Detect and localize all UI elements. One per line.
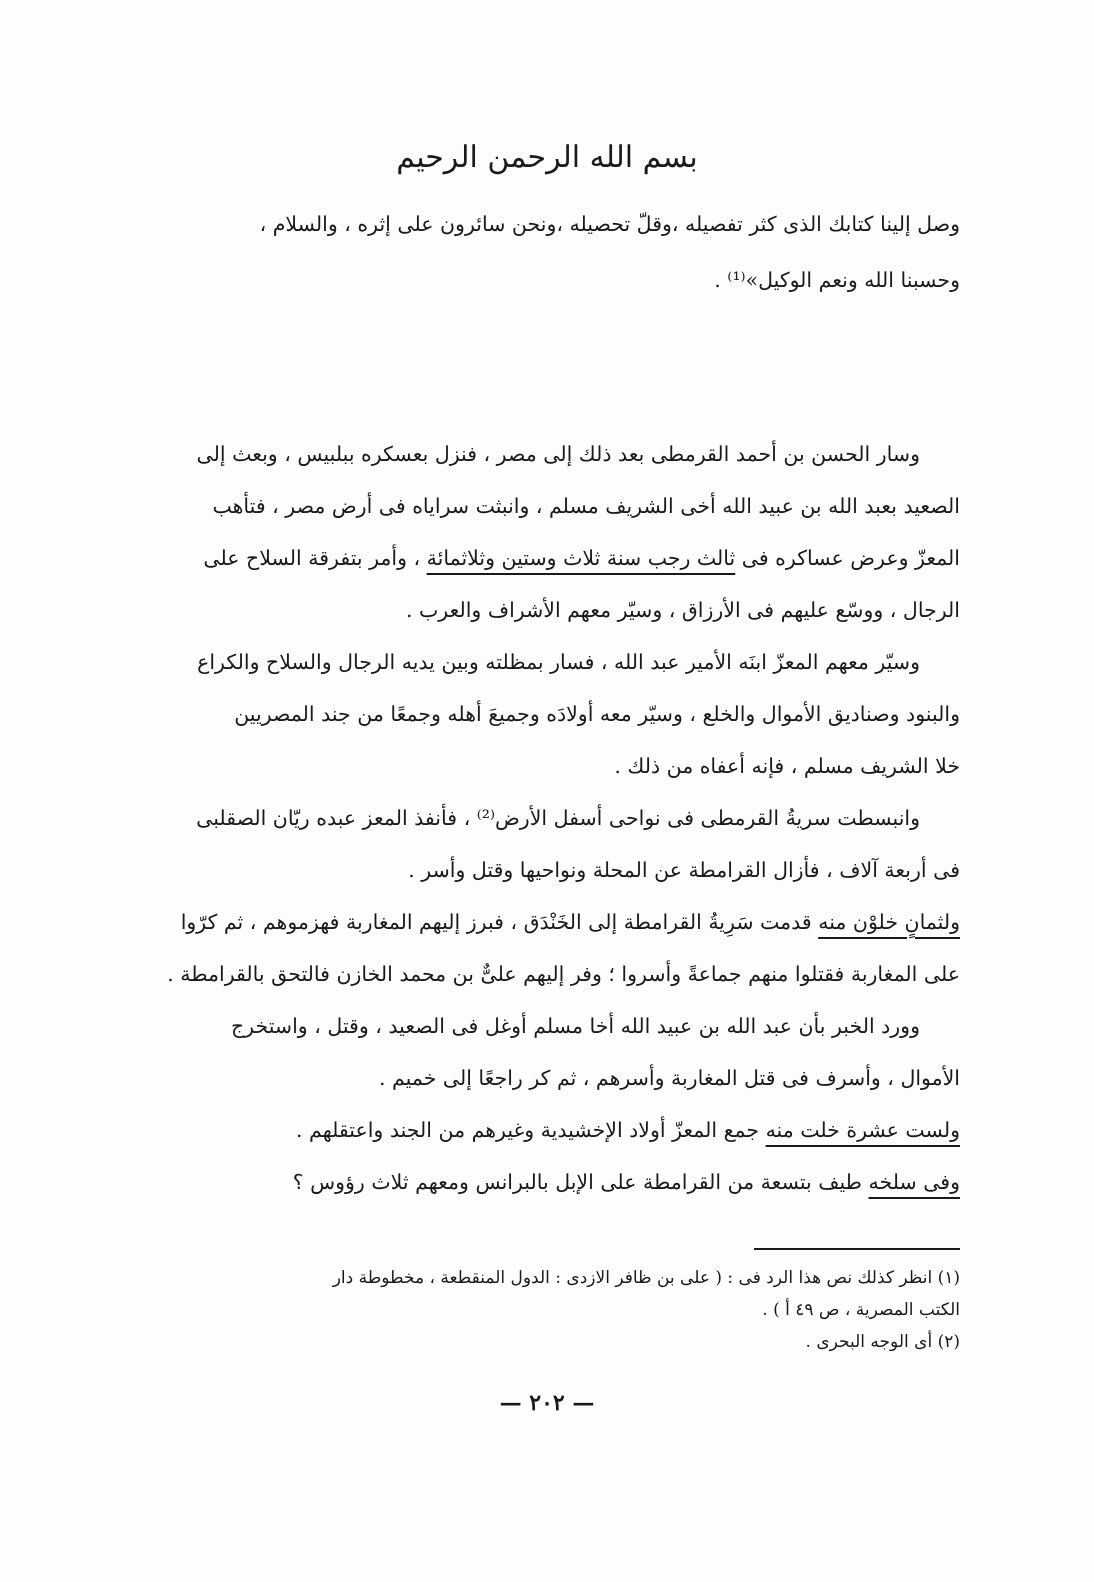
page-number: — ٢٠٢ — — [499, 1390, 595, 1416]
paragraph-4-line-1 — [118, 896, 960, 948]
underlined-date: ثالث رجب سنة ثلاث وستين وثلاثمائة — [426, 546, 736, 570]
paragraph-1-line-3 — [118, 532, 960, 584]
paragraph-2-line-2: والبنود وصناديق الأموال والخلع ، وسيّر معه أولادَه وجميعَ أهله وجمعًا من جند المصريين — [234, 702, 960, 726]
main-text — [118, 428, 960, 1208]
underlined-date-3: ولست عشرة خلت منه — [765, 1118, 960, 1142]
footnote-2: (٢) أى الوجه البحرى . — [805, 1332, 960, 1352]
paragraph-7-line-1 — [118, 1156, 960, 1208]
basmala-heading: بسم الله الرحمن الرحيم — [396, 140, 698, 175]
underlined-date-2: ولثمانٍ خلوْن منه — [818, 910, 960, 934]
paragraph-1-line-1: وسار الحسن بن أحمد القرمطى بعد ذلك إلى مصر ، فنزل بعسكره ببلبيس ، وبعث إلى — [196, 442, 920, 466]
paragraph-3-line-2: فى أربعة آلاف ، فأزال القرامطة عن المحلة ونواحيها وقتل وأسر . — [408, 858, 960, 882]
paragraph-5-line-2: الأموال ، وأسرف فى قتل المغاربة وأسرهم ، ثم كر راجعًا إلى خميم . — [378, 1066, 960, 1090]
footnotes — [120, 1262, 960, 1358]
paragraph-5-line-1: وورد الخبر بأن عبد الله بن عبيد الله أخا مسلم أوغل فى الصعيد ، وقتل ، واستخرج — [230, 1014, 920, 1038]
intro-paragraph — [118, 196, 960, 308]
footnote-divider — [754, 1248, 960, 1250]
paragraph-6-line-1-b: جمع المعزّ أولاد الإخشيدية وغيرهم من الجند واعتقلهم . — [296, 1118, 766, 1142]
paragraph-6-line-1 — [118, 1104, 960, 1156]
paragraph-1-line-2: الصعيد بعبد الله بن عبيد الله أخى الشريف مسلم ، وانبثت سراياه فى أرض مصر ، فتأهب — [212, 494, 960, 518]
intro-line-1: وصل إلينا كتابك الذى كثر تفصيله ،وقلّ تحصيله ،ونحن سائرون على إثره ، والسلام ، — [259, 212, 960, 236]
paragraph-2-line-3: خلا الشريف مسلم ، فإنه أعفاه من ذلك . — [614, 754, 960, 778]
footnote-1-line-1: (١) انظر كذلك نص هذا الرد فى : ( على بن ظافر الازدى : الدول المنقطعة ، مخطوطة دار — [332, 1268, 960, 1288]
intro-line-2: وحسبنا الله ونعم الوكيل»⁽¹⁾ . — [714, 268, 960, 292]
paragraph-1-line-3-b: ، وأمر بتفرقة السلاح على — [203, 546, 427, 570]
paragraph-1-line-4: الرجال ، ووسّع عليهم فى الأرزاق ، وسيّر معهم الأشراف والعرب . — [405, 598, 960, 622]
paragraph-4-line-2: على المغاربة فقتلوا منهم جماعةً وأسروا ؛ وفر إليهم علىٌّ بن محمد الخازن فالتحق بالقرامطة . — [167, 962, 960, 986]
paragraph-3-line-1: وانبسطت سريةُ القرمطى فى نواحى أسفل الأرض⁽²⁾ ، فأنفذ المعز عبده ريّان الصقلبى — [196, 806, 920, 830]
paragraph-7-line-1-b: طيف بتسعة من القرامطة على الإبل بالبرانس ومعهم ثلاث رؤوس ؟ — [292, 1170, 869, 1194]
paragraph-2-line-1: وسيّر معهم المعزّ ابنَه الأمير عبد الله ، فسار بمظلته وبين يديه الرجال والسلاح والكراع — [197, 650, 920, 674]
paragraph-1-line-3-a: المعزّ وعرض عساكره فى — [735, 546, 960, 570]
footnote-1-line-2: الكتب المصرية ، ص ٤٩ أ ) . — [762, 1300, 960, 1320]
paragraph-4-line-1-b: قدمت سَرِيةُ القرامطة إلى الخَنْدَق ، فبرز إليهم المغاربة فهزموهم ، ثم كرّوا — [180, 910, 819, 934]
underlined-date-4: وفى سلخه — [868, 1170, 960, 1194]
